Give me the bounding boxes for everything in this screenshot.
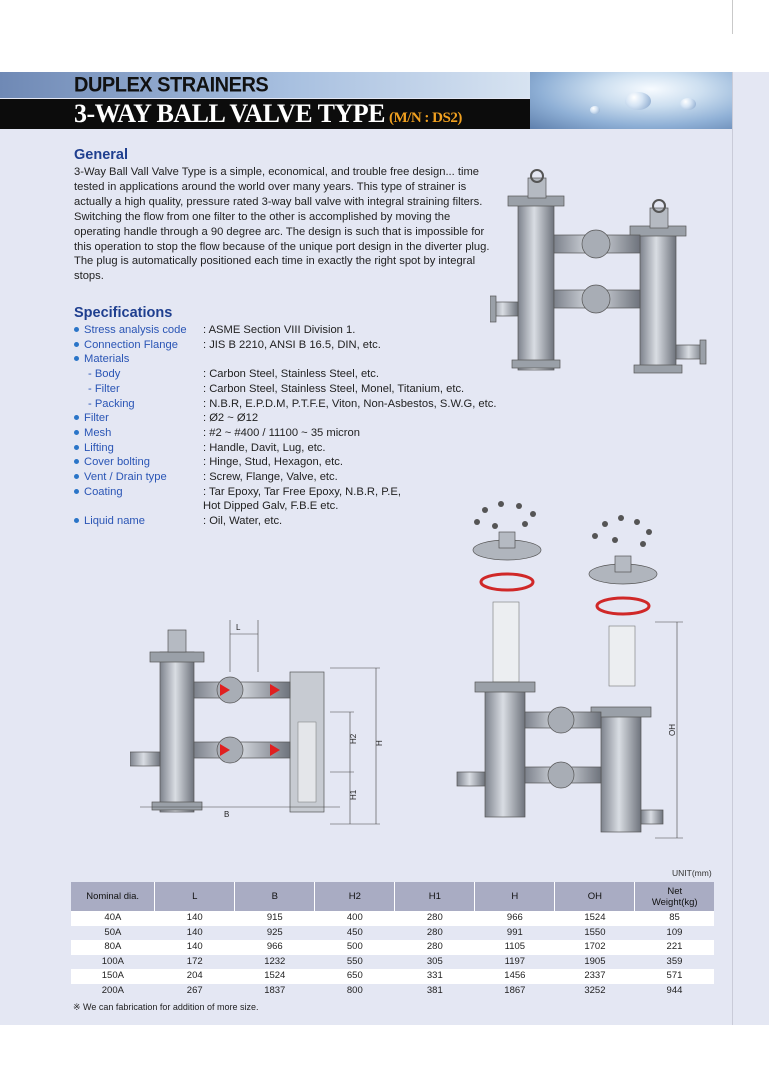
table-cell: 1456 (475, 969, 555, 984)
dim-label-l: L (236, 623, 241, 632)
table-cell: 3252 (555, 984, 635, 999)
spec-label-text: Cover bolting (84, 456, 150, 469)
spec-label-text: Vent / Drain type (84, 471, 167, 483)
spec-value: : #2 ~ #400 / 11100 ~ 35 micron (203, 426, 360, 439)
dim-label-h1: H1 (349, 789, 358, 800)
spec-label-text: Stress analysis code (84, 324, 187, 336)
dim-label-h2: H2 (349, 733, 358, 744)
table-cell: 85 (635, 911, 714, 926)
spec-label (74, 426, 111, 441)
spec-value: : Hinge, Stud, Hexagon, etc. (203, 456, 343, 469)
bullet-icon (74, 430, 79, 435)
table-row (71, 926, 714, 941)
table-row (71, 955, 714, 970)
spec-label-text: Filter (84, 412, 109, 425)
table-cell: 280 (395, 926, 475, 941)
spec-label (74, 352, 129, 367)
table-cell: 1867 (475, 984, 555, 999)
table-cell: 1105 (475, 940, 555, 955)
table-cell: 331 (395, 969, 475, 984)
table-cell: 925 (235, 926, 315, 941)
table-cell: 944 (635, 984, 714, 999)
bullet-icon (74, 415, 79, 420)
table-cell: 2337 (555, 969, 635, 984)
spec-value: : JIS B 2210, ANSI B 16.5, DIN, etc. (203, 338, 381, 351)
table-header-cell: Nominal dia. (71, 882, 155, 911)
table-cell: 1524 (235, 969, 315, 984)
table-cell: 966 (475, 911, 555, 926)
spec-label (74, 323, 187, 338)
table-cell: 1837 (235, 984, 315, 999)
table-cell: 550 (315, 955, 395, 970)
spec-value: : Handle, Davit, Lug, etc. (203, 441, 326, 454)
spec-label (74, 485, 123, 500)
strainer-photo (490, 160, 730, 385)
table-cell: 280 (395, 911, 475, 926)
table-cell: 200A (71, 984, 155, 999)
table-cell: 571 (635, 969, 714, 984)
table-cell: 140 (155, 911, 235, 926)
table-cell: 650 (315, 969, 395, 984)
table-cell: 1524 (555, 911, 635, 926)
table-header-cell: B (235, 882, 315, 911)
table-header-cell: Net Weight(kg) (635, 882, 714, 911)
table-cell: 267 (155, 984, 235, 999)
table-cell: 100A (71, 955, 155, 970)
spec-label (88, 397, 135, 412)
general-text: 3-Way Ball Vall Valve Type is a simple, economical, and trouble free design... time tested in applications around the world over many years. This type of strainer is actually a high quality, pressure rated 3-way ball valve with integral straining filters. Switching the flow from one filter to the other is accomplished by moving the operating handle through a 90 degree arc. The design is such that is impossible for this operation to stop the flow because of the unique port design in the diverter plug. The plug is automatically positioned each time in exactly the right spot by integral stops. (74, 166, 490, 283)
bullet-icon (74, 518, 79, 523)
table-cell: 800 (315, 984, 395, 999)
specifications-heading: Specifications (74, 305, 173, 321)
spec-label-text: - Body (88, 368, 121, 381)
spec-value: : Screw, Flange, Valve, etc. (203, 471, 338, 483)
table-cell: 305 (395, 955, 475, 970)
table-cell: 140 (155, 940, 235, 955)
spec-value: Hot Dipped Galv, F.B.E etc. (203, 500, 339, 513)
dimension-table (71, 882, 714, 998)
spec-value: : N.B.R, E.P.D.M, P.T.F.E, Viton, Non-Asbestos, S.W.G, etc. (203, 397, 497, 410)
table-cell: 80A (71, 940, 155, 955)
bullet-icon (74, 459, 79, 464)
margin-line (732, 0, 733, 34)
table-row (71, 984, 714, 999)
bullet-icon (74, 342, 79, 347)
table-cell: 1702 (555, 940, 635, 955)
table-cell: 109 (635, 926, 714, 941)
header-water-photo (530, 72, 732, 129)
table-header-cell: H (475, 882, 555, 911)
bullet-icon (74, 474, 79, 479)
unit-label: UNIT(mm) (672, 868, 712, 878)
spec-label (74, 411, 109, 426)
table-header-cell: H2 (315, 882, 395, 911)
general-heading: General (74, 147, 128, 163)
spec-label (74, 514, 145, 529)
dim-label-h: H (375, 740, 384, 746)
spec-value: : Carbon Steel, Stainless Steel, Monel, Titanium, etc. (203, 382, 465, 395)
spec-value: : Carbon Steel, Stainless Steel, etc. (203, 368, 379, 381)
spec-label (88, 367, 120, 382)
title-text: 3-WAY BALL VALVE TYPE (74, 99, 386, 128)
spec-label-text: - Packing (88, 397, 135, 410)
bullet-icon (74, 356, 79, 361)
table-header-cell: L (155, 882, 235, 911)
table-cell: 966 (235, 940, 315, 955)
table-cell: 140 (155, 926, 235, 941)
table-row (71, 940, 714, 955)
spec-label-text: - Filter (88, 382, 120, 395)
table-cell: 50A (71, 926, 155, 941)
table-cell: 381 (395, 984, 475, 999)
spec-label (74, 441, 114, 456)
spec-value: : Ø2 ~ Ø12 (203, 412, 259, 425)
exploded-view-drawing (455, 492, 700, 842)
table-note: ※ We can fabrication for addition of more size. (73, 1002, 259, 1012)
table-header-row (71, 882, 714, 911)
spec-label-text: Lifting (84, 441, 114, 454)
table-cell: 1905 (555, 955, 635, 970)
spec-value: : Tar Epoxy, Tar Free Epoxy, N.B.R, P.E, (203, 485, 401, 498)
table-cell: 991 (475, 926, 555, 941)
table-cell: 915 (235, 911, 315, 926)
spec-label-text: Mesh (84, 426, 112, 439)
spec-label-text: Materials (84, 353, 130, 366)
model-number: (M/N : DS2) (389, 110, 462, 126)
table-cell: 400 (315, 911, 395, 926)
table-cell: 172 (155, 955, 235, 970)
table-cell: 1232 (235, 955, 315, 970)
table-cell: 500 (315, 940, 395, 955)
page-title (74, 99, 462, 129)
table-cell: 204 (155, 969, 235, 984)
table-cell: 450 (315, 926, 395, 941)
spec-label-text: Connection Flange (84, 338, 178, 351)
spec-label (88, 382, 120, 397)
dimension-drawing (130, 612, 400, 832)
table-cell: 150A (71, 969, 155, 984)
table-header-cell: H1 (395, 882, 475, 911)
spec-label (74, 470, 167, 485)
bullet-icon (74, 327, 79, 332)
water-drop-icon (680, 98, 696, 110)
table-cell: 1197 (475, 955, 555, 970)
spec-label (74, 338, 178, 353)
margin-line (732, 72, 733, 1025)
dim-label-oh: OH (668, 724, 677, 736)
spec-value: : ASME Section VIII Division 1. (203, 324, 356, 336)
table-cell: 280 (395, 940, 475, 955)
water-drop-icon (590, 106, 600, 114)
table-row (71, 911, 714, 926)
table-cell: 40A (71, 911, 155, 926)
table-cell: 221 (635, 940, 714, 955)
spec-label (74, 455, 150, 470)
table-cell: 359 (635, 955, 714, 970)
category-title: DUPLEX STRAINERS (74, 73, 269, 97)
table-row (71, 969, 714, 984)
bullet-icon (74, 489, 79, 494)
spec-label-text: Liquid name (84, 515, 145, 528)
spec-label-text: Coating (84, 485, 123, 498)
table-header-cell: OH (555, 882, 635, 911)
spec-value: : Oil, Water, etc. (203, 515, 283, 528)
water-drop-icon (625, 92, 651, 110)
dim-label-b: B (224, 810, 230, 819)
table-body (71, 911, 714, 998)
table-cell: 1550 (555, 926, 635, 941)
bullet-icon (74, 445, 79, 450)
